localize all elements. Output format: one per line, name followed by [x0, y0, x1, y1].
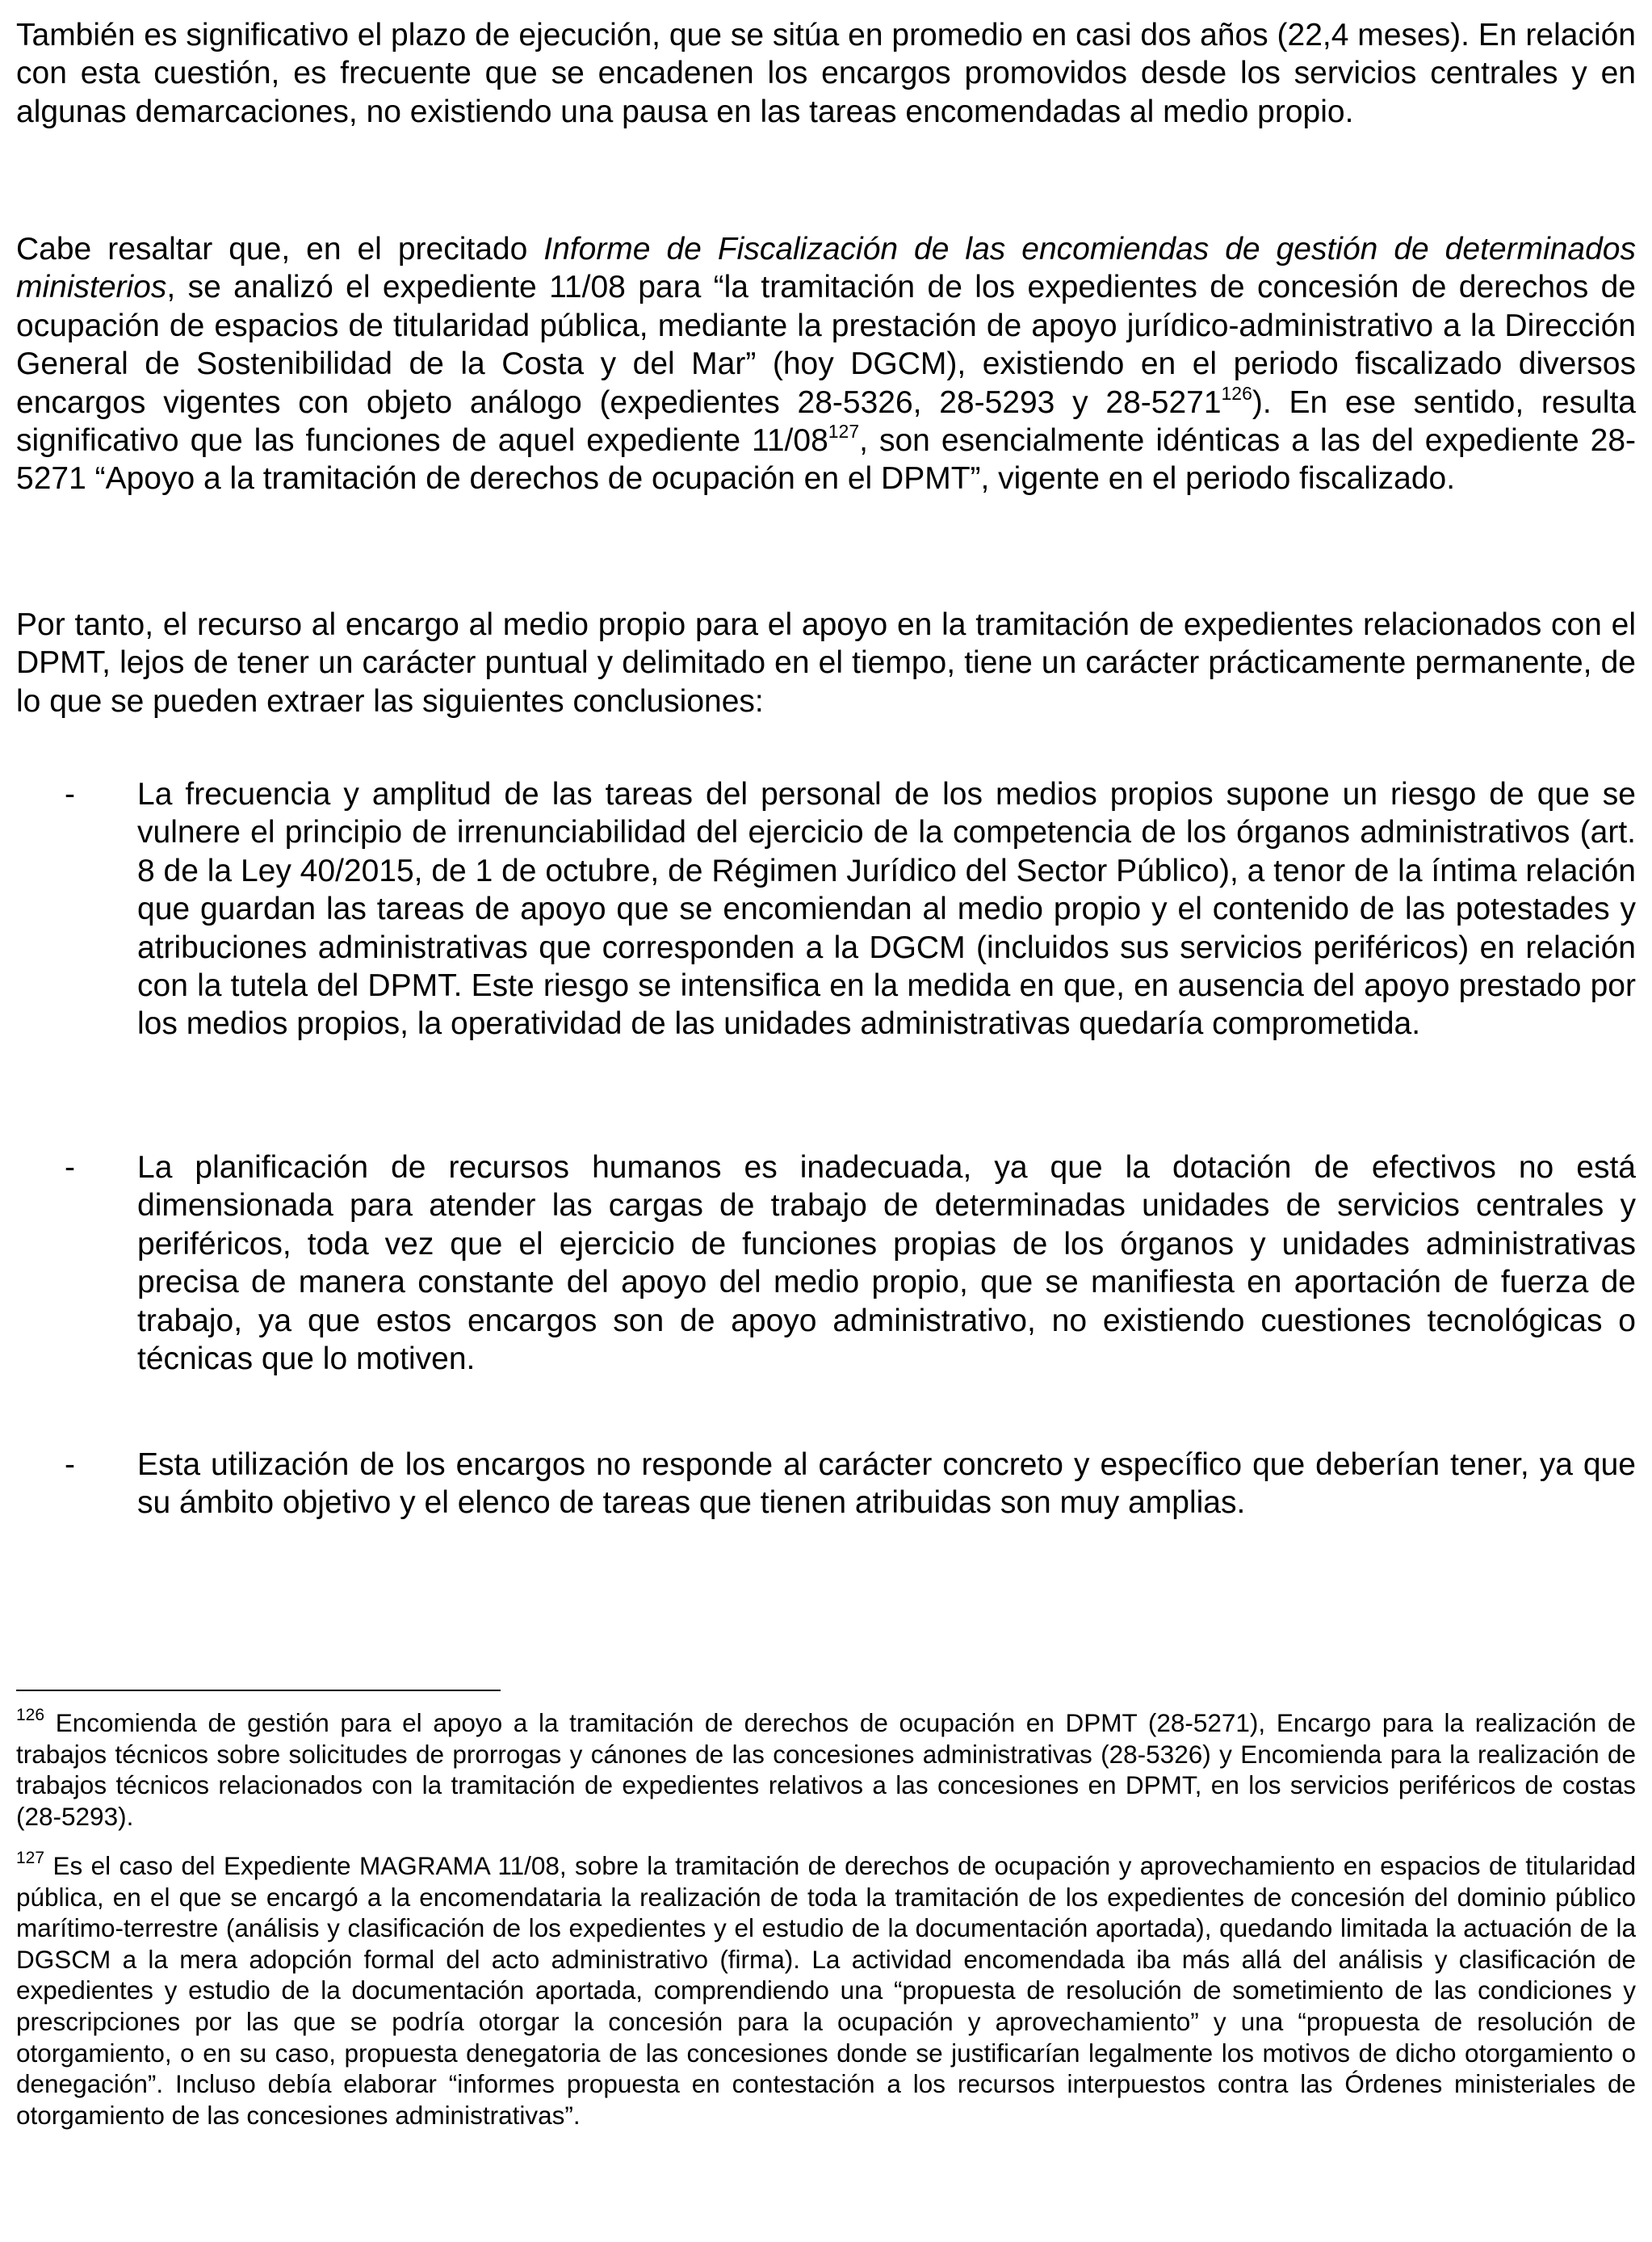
footnote-number: 126 [16, 1706, 45, 1724]
paragraph-text: Cabe resaltar que, en el precitado [16, 232, 544, 267]
paragraph-text: ). En ese sentido, resulta significativo que las funciones de aquel expediente 11/08 [16, 384, 1636, 459]
footnote-127 [16, 1850, 1636, 2131]
footnote-text: Es el caso del Expediente MAGRAMA 11/08, sobre la tramitación de derechos de ocupación y aprovechamiento en espacios de titularidad pública, en el que se encargó a la encomendataria la realización de toda la tramitación de los expedientes de concesión del dominio público marítimo-terrestre (análisis y clasificación de los expedientes y el estudio de la documentación aportada), quedando limitada la actuación de la DGSCM a la mera adopción formal del acto administrativo (firma). La actividad encomendada iba más allá del análisis y clasificación de expedientes y estudio de la documentación aportada, comprendiendo una “propuesta de resolución de sometimiento de las condiciones y prescripciones por las que se podría otorgar la concesión para la ocupación y aprovechamiento” y una “propuesta de resolución de otorgamiento, o en su caso, propuesta denegatoria de las concesiones donde se justificarían legalmente los motivos de dicho otorgamiento o denegación”. Incluso debía elaborar “informes propuesta en contestación a los recursos interpuestos contra las Órdenes ministeriales de otorgamiento de las concesiones administrativas”. [16, 1851, 1636, 2130]
bullet-dash: - [65, 1150, 75, 1185]
report-title: Informe de Fiscalización de las encomiendas de gestión de determinados ministerios [16, 232, 1636, 305]
paragraph-conclusions-intro: Por tanto, el recurso al encargo al medio propio para el apoyo en la tramitación de expedientes relacionados con el DPMT, lejos de tener un carácter puntual y delimitado en el tiempo, tiene un carácter prácticamente permanente, de lo que se pueden extraer las siguientes conclusiones: [16, 607, 1636, 719]
bullet-dash: - [65, 1447, 75, 1482]
footnote-separator [16, 1690, 501, 1691]
bullet-text: La frecuencia y amplitud de las tareas del personal de los medios propios supone un riesgo de que se vulnere el principio de irrenunciabilidad del ejercicio de la competencia de los órganos administrativos (art. 8 de la Ley 40/2015, de 1 de octubre, de Régimen Jurídico del Sector Público), a tenor de la íntima relación que guardan las tareas de apoyo que se encomiendan al medio propio y el contenido de las potestades y atribuciones administrativas que corresponden a la DGCM (incluidos sus servicios periféricos) en relación con la tutela del DPMT. Este riesgo se intensifica en la medida en que, en ausencia del apoyo prestado por los medios propios, la operatividad de las unidades administrativas quedaría comprometida. [137, 777, 1636, 1042]
footnote-number: 127 [16, 1849, 45, 1867]
paragraph-text: , se analizó el expediente 11/08 para “la tramitación de los expedientes de concesión de derechos de ocupación de espacios de titularidad pública, mediante la prestación de apoyo jurídico-administrativo a la Dirección General de Sostenibilidad de la Costa y del Mar” (hoy DGCM), existiendo en el periodo fiscalizado diversos encargos vigentes con objeto análogo (expedientes 28-5326, 28-5293 y 28-5271 [16, 270, 1636, 420]
paragraph-expediente-11-08 [16, 230, 1636, 498]
footnote-ref-127[interactable]: 127 [828, 421, 860, 443]
paragraph-execution-period: También es significativo el plazo de ejecución, que se sitúa en promedio en casi dos años (22,4 meses). En relación con esta cuestión, es frecuente que se encadenen los encargos promovidos desde los servicios centrales y en algunas demarcaciones, no existiendo una pausa en las tareas encomendadas al medio propio. [16, 18, 1636, 129]
paragraph-text: , son esencialmente idénticas a las del expediente 28-5271 “Apoyo a la tramitación de derechos de ocupación en el DPMT”, vigente en el periodo fiscalizado. [16, 423, 1636, 497]
footnote-126 [16, 1707, 1636, 1832]
bullet-text: Esta utilización de los encargos no responde al carácter concreto y específico que deberían tener, ya que su ámbito objetivo y el elenco de tareas que tienen atribuidas son muy amplias. [137, 1447, 1636, 1521]
bullet-text: La planificación de recursos humanos es inadecuada, ya que la dotación de efectivos no está dimensionada para atender las cargas de trabajo de determinadas unidades de servicios centrales y periféricos, toda vez que el ejercicio de funciones propias de los órganos y unidades administrativas precisa de manera constante del apoyo del medio propio, que se manifiesta en aportación de fuerza de trabajo, ya que estos encargos son de apoyo administrativo, no existiendo cuestiones tecnológicas o técnicas que lo motiven. [137, 1150, 1636, 1377]
footnote-text: Encomienda de gestión para el apoyo a la tramitación de derechos de ocupación en DPMT (28-5271), Encargo para la realización de trabajos técnicos sobre solicitudes de prorrogas y cánones de las concesiones administrativas (28-5326) y Encomienda para la realización de trabajos técnicos relacionados con la tramitación de expedientes relativos a las concesiones en DPMT, en los servicios periféricos de costas (28-5293). [16, 1708, 1636, 1831]
footnote-ref-126[interactable]: 126 [1221, 382, 1252, 404]
bullet-dash: - [65, 777, 75, 812]
